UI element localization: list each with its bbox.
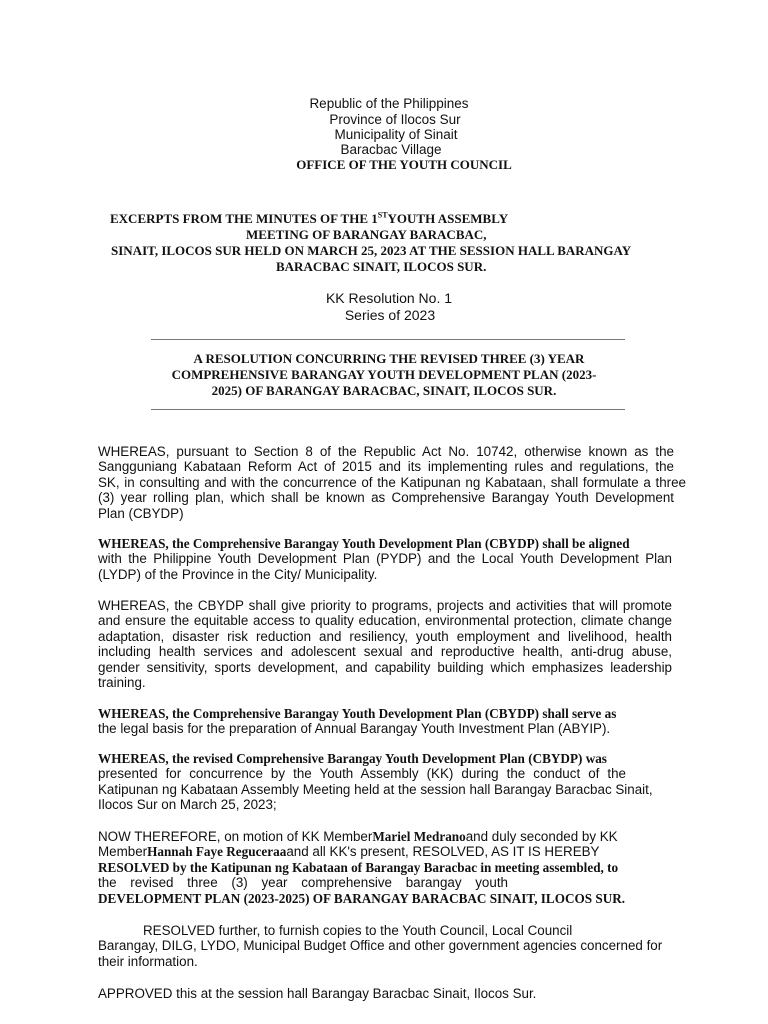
seconder-name: Hannah Faye Reguceraa	[147, 844, 287, 860]
excerpt-line-1: EXCERPTS FROM THE MINUTES OF THE 1STYOUTH ASSEMBLY	[110, 210, 509, 226]
header-municipality: Municipality of Sinait	[334, 127, 458, 142]
divider-bottom	[151, 409, 625, 410]
excerpt-line-4: BARACBAC SINAIT, ILOCOS SUR.	[276, 259, 487, 274]
resolution-title-line-3: 2025) OF BARANGAY BARACBAC, SINAIT, ILOCOS SUR.	[211, 383, 557, 398]
whereas-paragraph-4: WHEREAS, the Comprehensive Barangay Youth Development Plan (CBYDP) shall serve as the legal basis for the preparation of Annual Barangay Youth Investment Plan (ABYIP).	[98, 706, 617, 737]
whereas-paragraph-2: WHEREAS, the Comprehensive Barangay Youth Development Plan (CBYDP) shall be aligned with the Philippine Youth Development Plan (PYDP) and the Local Youth Development Plan (LYDP) of the Province in the City/ Municipality.	[98, 536, 672, 582]
mover-name: Mariel Medrano	[372, 829, 466, 844]
resolution-number: KK Resolution No. 1	[325, 290, 453, 306]
now-therefore-paragraph: NOW THEREFORE, on motion of KK MemberMariel Medranoand duly seconded by KK MemberHannah Faye Reguceraaand all KK's present, RESOLVED, AS IT IS HEREBY RESOLVED by the Katipunan ng Kabataan of Barangay Baracbac in meeting assembled, to the revised three (3) year comprehensive barangay youth DEVELOPMENT PLAN (2023-2025) OF BARANGAY BARACBAC SINAIT, ILOCOS SUR.	[98, 829, 626, 906]
divider-top	[151, 339, 625, 340]
excerpt-line-3: SINAIT, ILOCOS SUR HELD ON MARCH 25, 2023 AT THE SESSION HALL BARANGAY	[111, 243, 632, 258]
resolved-further-paragraph: RESOLVED further, to furnish copies to the Youth Council, Local Council Barangay, DILG, LYDO, Municipal Budget Office and other government agencies concerned for their information.	[98, 923, 663, 969]
resolution-title-line-1: A RESOLUTION CONCURRING THE REVISED THREE (3) YEAR	[193, 351, 585, 366]
header-village: Baracbac Village	[340, 142, 442, 157]
whereas-paragraph-5: WHEREAS, the revised Comprehensive Barangay Youth Development Plan (CBYDP) was presented for concurrence by the Youth Assembly (KK) during the conduct of the Katipunan ng Kabataan Assembly Meeting held at the session hall Barangay Baracbac Sinait, Ilocos Sur on March 25, 2023;	[98, 751, 653, 813]
whereas-paragraph-3: WHEREAS, the CBYDP shall give priority to programs, projects and activities that will promote and ensure the equitable access to quality education, environmental protection, climate change adaptation, disaster risk reduction and resiliency, youth employment and livelihood, health including health services and adolescent sexual and reproductive health, anti-drug abuse, gender sensitivity, sports development, and capability building which emphasizes leadership training.	[98, 598, 672, 691]
resolution-title-line-2: COMPREHENSIVE BARANGAY YOUTH DEVELOPMENT PLAN (2023-	[171, 367, 597, 382]
header-country: Republic of the Philippines	[309, 96, 469, 111]
header-province: Province of Ilocos Sur	[329, 112, 461, 127]
resolution-series: Series of 2023	[344, 307, 436, 323]
whereas-paragraph-1: WHEREAS, pursuant to Section 8 of the Republic Act No. 10742, otherwise known as the Sangguniang Kabataan Reform Act of 2015 and its implementing rules and regulations, the SK, in consulting and with the concurrence of the Katipunan ng Kabataan, shall formulate a three (3) year rolling plan, which shall be known as Comprehensive Barangay Youth Development Plan (CBYDP)	[98, 444, 686, 521]
approved-line: APPROVED this at the session hall Barangay Baracbac Sinait, Ilocos Sur.	[98, 986, 537, 1001]
header-office: OFFICE OF THE YOUTH COUNCIL	[296, 157, 512, 172]
excerpt-line-2: MEETING OF BARANGAY BARACBAC,	[246, 227, 487, 242]
